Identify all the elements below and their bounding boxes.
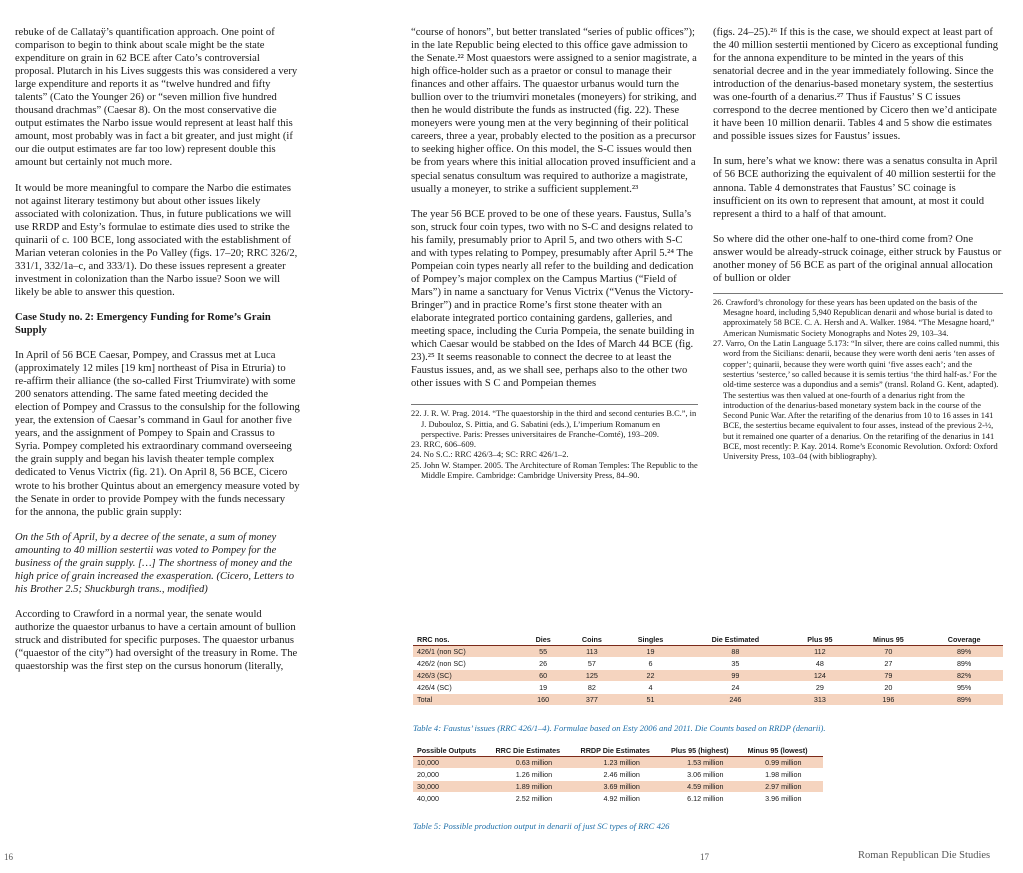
- paragraph: In sum, here’s what we know: there was a senatus consulta in April of 56 BCE authorizing the equivalent of 40 million sestertii for the annona. Table 4 demonstrates that Faustus’ SC coinage is insufficient on its own to represent that amount, at most it could represent a third to a half of that amount.: [713, 156, 998, 220]
- table-cell: 82: [565, 682, 618, 694]
- table-cell: 51: [619, 694, 683, 706]
- column-header: Coverage: [925, 633, 1003, 646]
- table-cell: 70: [851, 646, 925, 658]
- table-cell: 4: [619, 682, 683, 694]
- table-cell: 24: [682, 682, 788, 694]
- paragraph: In April of 56 BCE Caesar, Pompey, and Crassus met at Luca (approximately 12 miles [19 km] northeast of Pisa in Etruria) to re-affirm their alliance (the so-called First Triumvirate) with some 200 senators attending. The same fated meeting decided the election of Pompey and Crassus to the consulship for the following year, the extension of Caesar’s command in Gaul for another five years, and the assignment of Pompey to Spain and Crassus to Syria. Pompey completed his extraordinary command overseeing the grain supply and began his lavish theater temple complex dedicated to Venus Victrix (fig. 21). On April 8, 56 BCE, Cicero wrote to his brother Quintus about an emergency measure voted by the Senate in order to provide Pompey with the funds necessary for the annona, the public grain supply:: [15, 350, 300, 518]
- table-cell: 6: [619, 658, 683, 670]
- table-cell: 89%: [925, 694, 1003, 706]
- left-column: [15, 26, 300, 685]
- table-cell: 125: [565, 670, 618, 682]
- footnote: 26. Crawford’s chronology for these years has been updated on the basis of the Mesagne hoard, including 5,940 Republican denarii and whose burial is dated to approximately 58 BCE. C. A. Hersh and A. Walker. 1984. “The Mesagne hoard,” American Numismatic Society Monographs and Notes 29, 103–34.: [713, 297, 995, 338]
- column-header: Coins: [565, 633, 618, 646]
- column-header: Plus 95: [788, 633, 851, 646]
- table-row: [413, 793, 823, 805]
- table-row: [413, 757, 823, 769]
- paragraph: According to Crawford in a normal year, the senate would authorize the quaestor urbanus to have a certain amount of bullion struck and distributed for specific purposes. The quaestor urbanus (“quaestor of the city”) had oversight of the treasury in Rome. The quaestorship was the first step on the cursus honorum (literally,: [15, 608, 298, 673]
- table-cell: 1.53 million: [667, 757, 744, 769]
- table-cell: 426/3 (SC): [413, 670, 521, 682]
- table-cell: 79: [851, 670, 925, 682]
- table-cell: 313: [788, 694, 851, 706]
- table-row: [413, 781, 823, 793]
- table-cell: 10,000: [413, 757, 491, 769]
- footnote: 24. No S.C.: RRC 426/3–4; SC: RRC 426/1–2.: [411, 450, 569, 460]
- table-cell: 426/1 (non SC): [413, 646, 521, 658]
- column-header: Minus 95: [851, 633, 925, 646]
- table-cell: 113: [565, 646, 618, 658]
- table-row: [413, 646, 1003, 658]
- table-cell: 160: [521, 694, 565, 706]
- table-cell: 112: [788, 646, 851, 658]
- table-row: [413, 658, 1003, 670]
- table-cell: 3.69 million: [577, 781, 667, 793]
- table-cell: 30,000: [413, 781, 491, 793]
- paragraph: So where did the other one-half to one-third come from? One answer would be already-struck coinage, either struck by Faustus or another money of 56 BCE as part of the original annual allocation of bullion or older: [713, 233, 1002, 284]
- table-header-row: [413, 744, 823, 757]
- column-header: RRC Die Estimates: [491, 744, 576, 757]
- table-cell: 60: [521, 670, 565, 682]
- table-5: [413, 744, 823, 805]
- block-quote: On the 5th of April, by a decree of the senate, a sum of money amounting to 40 million sestertii was voted to Pompey for the business of the grain supply. […] The shortness of money and the high price of grain increased the exasperation. (Cicero, Letters to his Brother 2.5; Shuckburgh trans., modified): [15, 531, 295, 595]
- table-cell: 20: [851, 682, 925, 694]
- table-cell: 82%: [925, 670, 1003, 682]
- column-header: Die Estimated: [682, 633, 788, 646]
- table-4: [413, 633, 1003, 706]
- table-cell: 2.52 million: [491, 793, 576, 805]
- footnote: 23. RRC, 606–609.: [411, 440, 476, 450]
- middle-column: [411, 26, 698, 481]
- table-cell: 35: [682, 658, 788, 670]
- table-cell: 426/2 (non SC): [413, 658, 521, 670]
- table-cell: 0.63 million: [491, 757, 576, 769]
- table-cell: 124: [788, 670, 851, 682]
- table-cell: 3.96 million: [744, 793, 823, 805]
- footnotes-right: [713, 293, 1003, 463]
- column-header: RRC nos.: [413, 633, 521, 646]
- column-header: Possible Outputs: [413, 744, 491, 757]
- case-study-heading: Case Study no. 2: Emergency Funding for Rome’s Grain Supply: [15, 311, 271, 336]
- table-cell: 29: [788, 682, 851, 694]
- table-cell: 4.59 million: [667, 781, 744, 793]
- table-cell: 26: [521, 658, 565, 670]
- table-4-caption: Table 4: Faustus’ issues (RRC 426/1–4). Formulae based on Esty 2006 and 2011. Die Counts based on RRDP (denarii).: [413, 723, 826, 733]
- column-header: Plus 95 (highest): [667, 744, 744, 757]
- table-cell: 3.06 million: [667, 769, 744, 781]
- table-total-row: [413, 694, 1003, 706]
- table-cell: 22: [619, 670, 683, 682]
- table-cell: 6.12 million: [667, 793, 744, 805]
- paragraph: It would be more meaningful to compare the Narbo die estimates not against literary testimony but about other issues likely associated with colonization. Thus, in future publications we will use RRDP and Esty’s formulae to estimate dies used to strike the quinarii of c. 100 BCE, long associated with the establishment of Marian veteran colonies in the Po Valley (figs. 17–20; RRC 326/2, 331/1, 332/1a–c, and 333/1). Do these issues represent a greater investment in colonization than the Narbo issue? Soon we will likely be able to answer this question.: [15, 182, 298, 298]
- table-row: [413, 670, 1003, 682]
- right-column: [713, 26, 1003, 463]
- table-row: [413, 682, 1003, 694]
- table-cell: 20,000: [413, 769, 491, 781]
- paragraph: (figs. 24–25).²⁶ If this is the case, we should expect at least part of the 40 million sestertii mentioned by Cicero as exceptional funding for the annona expenditure to be minted in the years of this senatorial decree and in the year immediately following. Since the introduction of the denarius-based monetary system, the sestertius was one-fourth of a denarius.²⁷ Thus if Faustus’ S C issues correspond to the decree mentioned by Cicero then we’d anticipate it have been 10 million denarii. Tables 4 and 5 show die estimates and possible issues sizes for Faustus’ issues.: [713, 27, 999, 143]
- table-cell: 95%: [925, 682, 1003, 694]
- paragraph: rebuke of de Callataÿ’s quantification approach. One point of comparison to begin to think about scale might be the state expenditure on grain in 62 BCE after Cato’s controversial proposal. Plutarch in his Lives suggests this was considered a very large expenditure and reports it as “twelve hundred and fifty talents” (Cato the Younger 26) or “seven million five hundred thousand drachmas” (Caesar 8). On the most conservative die output estimates the Narbo issue would represent at least half this amount, most probably was in fact a bit greater, and just might (if our die output estimates are far too low) represent double this amount but certainly not much more.: [15, 27, 298, 169]
- paragraph: The year 56 BCE proved to be one of these years. Faustus, Sulla’s son, struck four coin types, two with no S-C and designs related to his family, presumably prior to April 5, and two others with S-C and with types relating to Pompey, presumably after April 5.²⁴ The Pompeian coin types nearly all refer to the building and dedication of Pompey’s major complex on the Campus Martius (“Field of Mars”) in name a sanctuary for Venus Victrix (“Venus the Victory-Bringer”) and in practice Rome’s first stone theater with an elaborate integrated portico containing gardens, galleries, and meeting space, including the Curia Pompeia, the senate building in which Caesar would be stabbed on the Ides of March 44 BCE (fig. 23).²⁵ It seems reasonable to connect the decree to at least the Faustus issues, and, as we shall see, perhaps also to the other two other issues with S C and Pompeian themes: [411, 208, 695, 390]
- table-5-caption: Table 5: Possible production output in denarii of just SC types of RRC 426: [413, 821, 670, 831]
- table-cell: 19: [619, 646, 683, 658]
- table-cell: 19: [521, 682, 565, 694]
- table-cell: 0.99 million: [744, 757, 823, 769]
- footnote: 25. John W. Stamper. 2005. The Architecture of Roman Temples: The Republic to the Middle Empire. Cambridge: Cambridge University Press, 84–90.: [411, 460, 698, 481]
- footnote: 22. J. R. W. Prag. 2014. “The quaestorship in the third and second centuries B.C.”, in J. Dubouloz, S. Pittia, and G. Sabatini (eds.), L’imperium Romanum en perspective. Paris: Presses universitaires de Franche-Comté), 193–209.: [411, 409, 697, 439]
- table-header-row: [413, 633, 1003, 646]
- footnotes-middle: [411, 404, 698, 481]
- footnote: 27. Varro, On the Latin Language 5.173: “In silver, there are coins called nummi, this word from the Sicilians: denarii, because they were worth deni aeris ‘ten asses of copper’; quinarii, because they were worth quini ‘five asses each’; and the sestertius ‘sesterce,’ so called because it is semis tertius ‘the third half-as.’ For the old-time sesterce was a dupondius and a semis” (transl. Roland G. Kent, adapted). The sestertius was then valued at one-fourth of a denarius right from the introduction of the denarius-based monetary system back in the course of the Second Punic War. After the retarifing of the denarius from 10 to 16 asses in 141 BCE, the sestertius became equivalent to four asses, instead of the previous 2-½, but it remained one quarter of a denarius. On the retarifing of the denarius in 141 BCE, most recently: P. Kay. 2014. Rome’s Economic Revolution. Oxford: Oxford University Press, 103–04 (with bibliography).: [713, 339, 1000, 462]
- column-header: Minus 95 (lowest): [744, 744, 823, 757]
- table-cell: 40,000: [413, 793, 491, 805]
- running-head: Roman Republican Die Studies: [858, 850, 991, 861]
- column-header: Singles: [619, 633, 683, 646]
- table-cell: 1.98 million: [744, 769, 823, 781]
- table-cell: Total: [413, 694, 521, 706]
- table-cell: 426/4 (SC): [413, 682, 521, 694]
- table-cell: 1.23 million: [577, 757, 667, 769]
- page-number-left: 16: [4, 852, 13, 862]
- table-cell: 377: [565, 694, 618, 706]
- table-cell: 57: [565, 658, 618, 670]
- table-cell: 55: [521, 646, 565, 658]
- table-cell: 4.92 million: [577, 793, 667, 805]
- table-cell: 246: [682, 694, 788, 706]
- table-cell: 2.97 million: [744, 781, 823, 793]
- table-cell: 2.46 million: [577, 769, 667, 781]
- table-cell: 1.89 million: [491, 781, 576, 793]
- table-cell: 89%: [925, 646, 1003, 658]
- table-cell: 27: [851, 658, 925, 670]
- column-header: RRDP Die Estimates: [577, 744, 667, 757]
- table-cell: 1.26 million: [491, 769, 576, 781]
- page-number-right: 17: [700, 852, 709, 862]
- column-header: Dies: [521, 633, 565, 646]
- table-cell: 88: [682, 646, 788, 658]
- table-cell: 89%: [925, 658, 1003, 670]
- table-cell: 48: [788, 658, 851, 670]
- table-cell: 196: [851, 694, 925, 706]
- table-row: [413, 769, 823, 781]
- paragraph: “course of honors”, but better translated “series of public offices”); in the late Republic being elected to this office gave admission to the Senate.²² Most quaestors were assigned to a senior magistrate, a high office-holder such as a praetor or consul to manage their finances and other affairs. The quaestor urbanus would turn the bullion over to the triumviri monetales (moneyers) for striking, and then he would distribute the funds as instructed (fig. 22). These moneyers were young men at the very beginning of their political careers, three a year, probably elected to the position as a precursor to seeking higher office. On this model, the S-C issues would then be from years where this initial allocation proved insufficient and a special senatus consultum was required to authorize a magistrate, usually a moneyer, to strike a sufficient supplement.²³: [411, 27, 697, 195]
- table-cell: 99: [682, 670, 788, 682]
